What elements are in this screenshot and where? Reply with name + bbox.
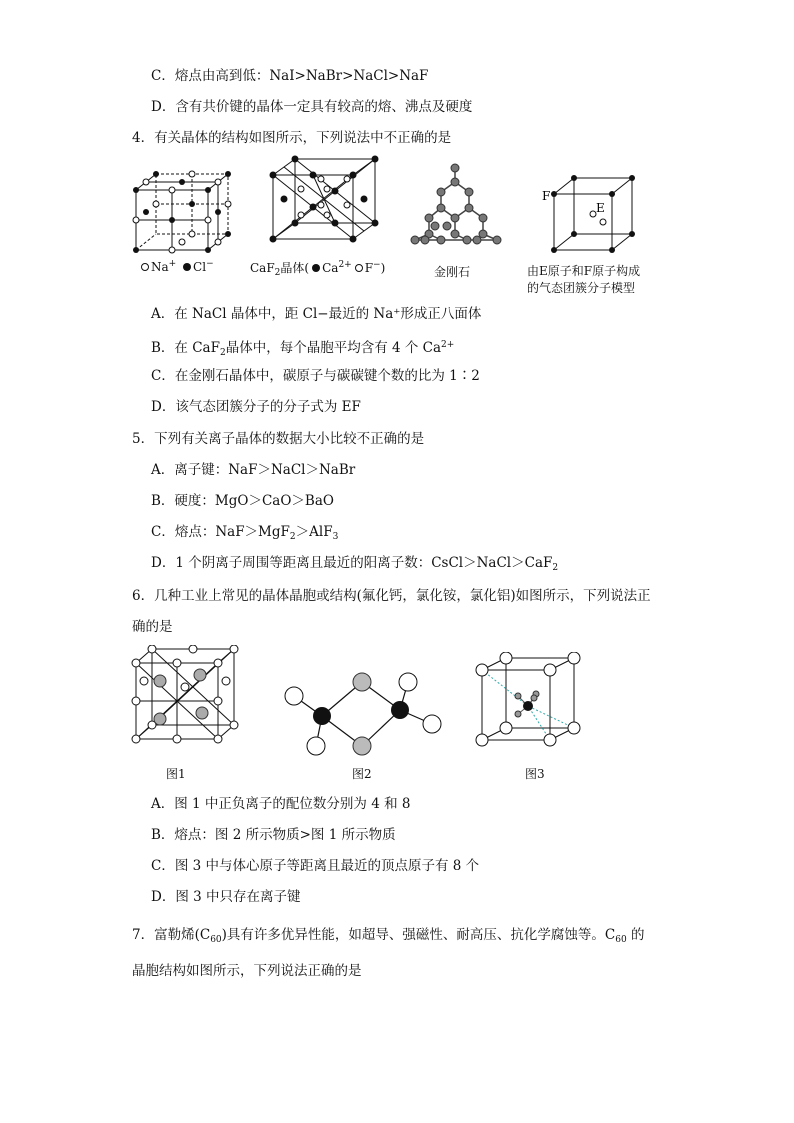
q4-option-b-sup: 2+ <box>441 340 455 350</box>
q7-text2: )具有许多优异性能，如超导、强磁性、耐高压、抗化学腐蚀等。C <box>221 927 616 943</box>
q5-option-b: B．硬度：MgO＞CaO＞BaO <box>151 493 334 509</box>
q4-option-a: A．在 NaCl 晶体中，距 Cl−最近的 Na⁺形成正八面体 <box>151 306 482 322</box>
ca-marker-icon <box>312 264 320 272</box>
ef-cluster-figure <box>540 172 640 257</box>
caf2-subscript: 2 <box>274 268 281 278</box>
q6-option-c: C．图 3 中与体心原子等距离且最近的顶点原子有 8 个 <box>151 858 480 874</box>
aluminum-chloride-dimer-figure <box>280 668 445 758</box>
q7-sub1: 60 <box>210 935 222 945</box>
q5-stem: 5．下列有关离子晶体的数据大小比较不正确的是 <box>132 431 425 447</box>
q5-option-a: A．离子键：NaF＞NaCl＞NaBr <box>151 462 356 478</box>
q6-option-d: D．图 3 中只存在离子键 <box>151 889 301 905</box>
caf2-lattice-figure <box>265 155 380 245</box>
cl-marker-icon <box>183 263 191 271</box>
caf2-legend-close: ) <box>380 261 386 275</box>
q7-text3: 的 <box>626 927 645 943</box>
q7-sub2: 60 <box>615 935 627 945</box>
q4-option-b-sub: 2 <box>219 348 226 358</box>
q7-text1: 7．富勒烯(C <box>132 927 211 943</box>
q7-stem-line1 <box>132 926 645 949</box>
ammonium-chloride-cell-figure <box>470 652 590 757</box>
na-marker-icon <box>141 263 149 271</box>
f-marker-icon <box>355 264 363 272</box>
ef-caption-line1: 由E原子和F原子构成 <box>527 264 641 278</box>
q5-option-c-sub1: 2 <box>289 532 296 542</box>
caf2-formula: CaF <box>250 261 275 275</box>
nacl-legend <box>138 259 214 274</box>
q6-option-a: A．图 1 中正负离子的配位数分别为 4 和 8 <box>151 796 411 812</box>
ef-caption-line2: 的气态团簇分子模型 <box>527 281 636 295</box>
diamond-caption: 金刚石 <box>434 265 471 279</box>
caf2-crystal-label: 晶体( <box>280 261 310 275</box>
f-label: F <box>364 261 374 275</box>
q4-option-b <box>151 336 454 362</box>
ca-label: Ca <box>322 261 339 275</box>
q3-option-c: C．熔点由高到低：NaI>NaBr>NaCl>NaF <box>151 68 429 84</box>
q5-option-d <box>151 554 558 577</box>
ca-charge: 2+ <box>338 260 352 270</box>
q4-option-b-text2: 晶体中，每个晶胞平均含有 4 个 Ca <box>225 340 442 356</box>
q4-option-d: D．该气态团簇分子的分子式为 EF <box>151 399 361 415</box>
na-charge: + <box>168 259 177 269</box>
e-atom-label: E <box>596 201 605 215</box>
q6-option-b: B．熔点：图 2 所示物质>图 1 所示物质 <box>151 827 396 843</box>
cl-charge: − <box>206 259 214 269</box>
ef-cluster-caption <box>527 263 640 297</box>
q6-stem-line2: 确的是 <box>132 619 173 635</box>
q5-option-c-text2: ＞AlF <box>295 524 333 540</box>
f-charge: − <box>373 260 381 270</box>
q5-option-c-sub2: 3 <box>332 532 339 542</box>
q6-stem-line1: 6．几种工业上常见的晶体晶胞或结构(氟化钙，氯化铵，氯化铝)如图所示，下列说法正 <box>132 588 651 604</box>
cl-label: Cl <box>193 260 207 274</box>
q4-stem: 4．有关晶体的结构如图所示，下列说法中不正确的是 <box>132 130 452 146</box>
q3-option-d: D．含有共价键的晶体一定具有较高的熔、沸点及硬度 <box>151 99 473 115</box>
nacl-lattice-figure <box>130 168 240 258</box>
q5-option-c-text1: C．熔点：NaF＞MgF <box>151 524 290 540</box>
f-atom-label: F <box>542 189 551 203</box>
na-label: Na <box>151 260 169 274</box>
q5-option-d-sub: 2 <box>552 563 559 573</box>
q5-option-c <box>151 523 338 546</box>
q4-option-c: C．在金刚石晶体中，碳原子与碳碳键个数的比为 1∶2 <box>151 368 480 384</box>
fig1-caption: 图1 <box>166 767 186 781</box>
q4-option-b-text1: B．在 CaF <box>151 340 220 356</box>
q5-option-d-text: D．1 个阴离子周围等距离且最近的阳离子数：CsCl＞NaCl＞CaF <box>151 555 553 571</box>
calcium-fluoride-cell-figure <box>130 645 240 745</box>
caf2-legend <box>250 259 385 278</box>
fig3-caption: 图3 <box>525 767 545 781</box>
diamond-structure-figure <box>405 160 510 250</box>
q7-stem-line2: 晶胞结构如图所示，下列说法正确的是 <box>132 963 362 979</box>
fig2-caption: 图2 <box>352 767 372 781</box>
